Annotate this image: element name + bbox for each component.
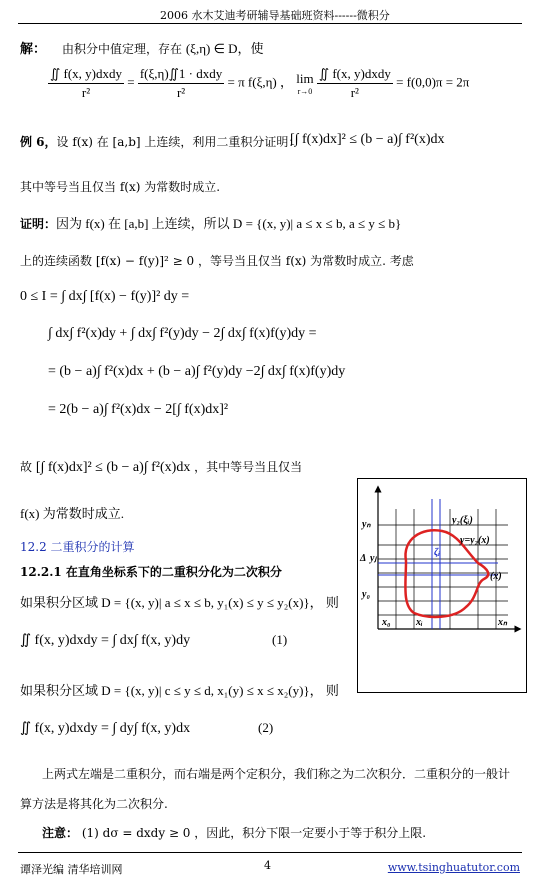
double-integral-figure (357, 478, 527, 693)
formula-1: ∬ f(x, y)dxdy = ∫ dx∫ f(x, y)dy (20, 633, 191, 648)
proof-conclusion: 故 [∫ f(x)dx]² ≤ (b − a)∫ f²(x)dx ，其中等号当且仅当 (20, 460, 303, 475)
label-x0: x₀ (382, 617, 391, 628)
example-6-condition: 其中等号当且仅当 f(x) 为常数时成立. (20, 180, 221, 194)
label-xi: xᵢ (416, 617, 423, 628)
label-yn: yₙ (362, 519, 371, 530)
figure-labels (359, 515, 508, 628)
label-yj: yⱼ (370, 553, 377, 564)
label-yx: (x) (490, 571, 502, 582)
section-para-4: 算方法是将其化为二次积分. (20, 797, 168, 811)
section-subtitle: 12.2.1 在直角坐标系下的二重积分化为二次积分 (20, 565, 282, 579)
formula-2-tag: (2) (258, 720, 274, 735)
label-y2-xi: y₂(ξᵢ) (452, 515, 473, 526)
page-header (18, 4, 522, 24)
eq1-numerator-3: ∬ f(x, y)dxdy (317, 66, 393, 84)
solution-intro: 由积分中值定理，存在 (ξ,η) ∈ D，使 (62, 41, 264, 56)
proof-equation-b: ∫ dx∫ f²(x)dy + ∫ dx∫ f²(y)dy − 2∫ dx∫ f(x)f(y)dy = (48, 326, 317, 341)
note: 注意： (1) dσ = dxdy ≥ 0 ，因此，积分下限一定要小于等于积分上限. (42, 826, 427, 840)
label-y2-x: y=y₂(x) (460, 535, 490, 546)
page-footer (18, 852, 522, 880)
proof-conclusion-last: f(x) 为常数时成立. (20, 506, 124, 521)
proof-line-2: 上的连续函数 [f(x) − f(y)]² ≥ 0 ，等号当且仅当 f(x) 为常数时成立. 考虑 (20, 254, 414, 268)
example-6: 例 6，设 f(x) 在 [a,b] 上连续，利用二重积分证明： (20, 135, 301, 149)
solution-label: 解： (20, 42, 47, 57)
eq1-numerator: ∬ f(x, y)dxdy (48, 66, 124, 84)
figure-svg (358, 479, 526, 692)
page-number: 4 (264, 859, 271, 872)
footer-author: 谭泽光编 清华培训网 (20, 863, 123, 876)
eq1-numerator-2: f(ξ,η)∬1 · dxdy (138, 66, 224, 84)
formula-1-tag: (1) (272, 632, 288, 647)
example-6-inequality: [∫ f(x)dx]² ≤ (b − a)∫ f²(x)dx (290, 132, 445, 147)
header-title: 2006 水木艾迪考研辅导基础班资料------微积分 (160, 9, 390, 22)
proof-equation-a: 0 ≤ I = ∫ dx∫ [f(x) − f(y)]² dy = (20, 289, 190, 304)
formula-2: ∬ f(x, y)dxdy = ∫ dy∫ f(x, y)dx (20, 721, 191, 736)
footer-url-link[interactable]: www.tsinghuatutor.com (387, 861, 520, 874)
section-para-1: 如果积分区域 D = {(x, y)| a ≤ x ≤ b, y₁(x) ≤ y ≤ y₂(x)}， 则 (20, 595, 339, 610)
label-delta: Δ (360, 553, 367, 564)
proof-line-1: 证明：因为 f(x) 在 [a,b] 上连续，所以 D = {(x, y)| a ≤ x ≤ b, a ≤ y ≤ b} (20, 216, 402, 231)
section-title: 12.2 二重积分的计算 (20, 540, 135, 554)
section-para-3: 上两式左端是二重积分，而右端是两个定积分，我们称之为二次积分．二重积分的一般计 (42, 767, 511, 781)
label-xn: xₙ (498, 617, 507, 628)
mean-value-equation: $\frac{\text{∬ f(x, y)dxdy}}{\text{r²}}$ = $\frac{\text{f(ξ,η)∬1 · dxdy}}{\text{r²}}$ = π f(ξ,η) ， lim r→0 $\frac{\text{∬ f(x, y)dxdy}}{\text{r²}}$ = f(0,0)π = 2π (50, 66, 470, 100)
proof-equation-c: = (b − a)∫ f²(x)dx + (b − a)∫ f²(y)dy −2∫ dx∫ f(x)f(y)dy (48, 364, 346, 379)
label-zeta: ζᵢ (434, 547, 441, 558)
proof-equation-d: = 2(b − a)∫ f²(x)dx − 2[∫ f(x)dx]² (48, 402, 229, 417)
label-y0: y₀ (362, 589, 370, 600)
section-para-2: 如果积分区域 D = {(x, y)| c ≤ y ≤ d, x₁(y) ≤ x ≤ x₂(y)}， 则 (20, 683, 339, 698)
